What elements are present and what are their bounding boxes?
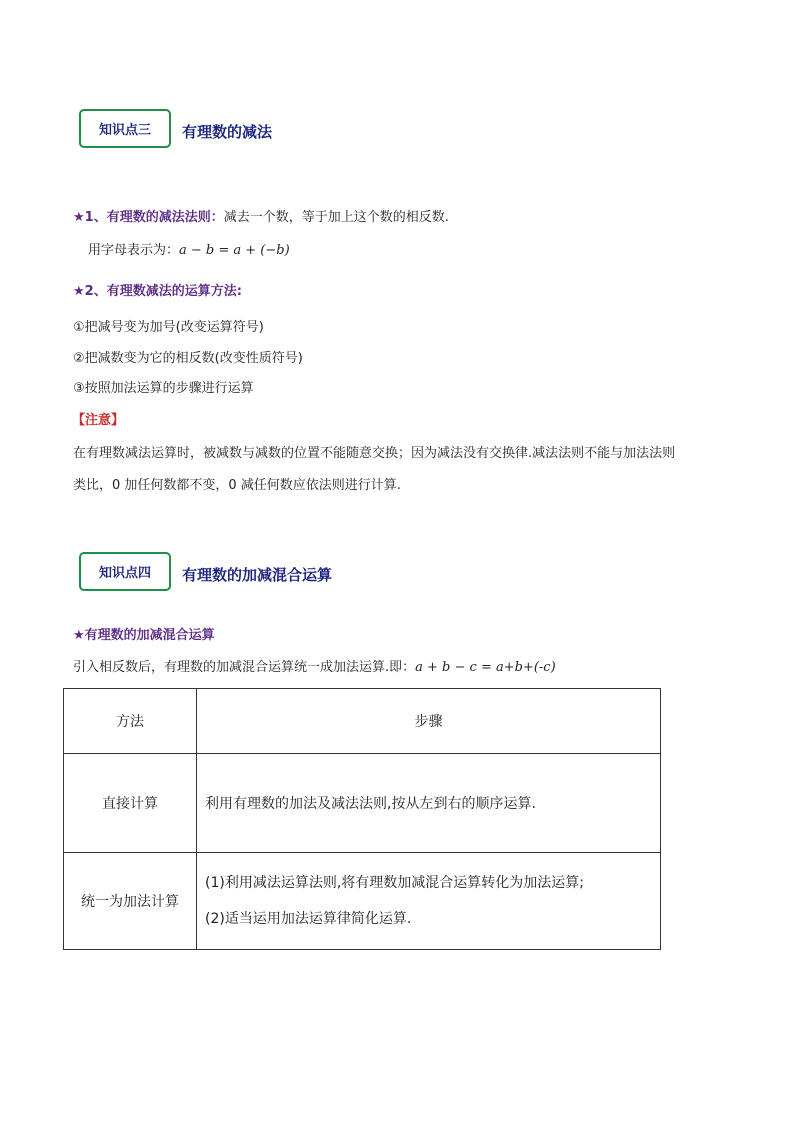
method-step-3: ③按照加法运算的步骤进行运算 [73, 381, 254, 396]
note-line-2: 类比，0 加任何数都不变，0 减任何数应依法则进行计算. [73, 478, 401, 493]
section4-badge: 知识点四 [79, 552, 171, 591]
section4-subtitle: ★有理数的加减混合运算 [73, 628, 215, 643]
section4-title: 有理数的加减混合运算 [182, 566, 333, 584]
table-row [64, 754, 661, 853]
section4-intro-expr: a + b − c = a+b+(-c) [415, 660, 556, 675]
methods-table [63, 688, 661, 950]
rule1-text: 减去一个数，等于加上这个数的相反数. [223, 210, 449, 225]
note-line-1: 在有理数减法运算时，被减数与减数的位置不能随意交换；因为减法没有交换律.减法法则不能与加法法则 [73, 446, 676, 461]
table-row [64, 853, 661, 950]
section3-badge: 知识点三 [79, 109, 171, 148]
header-method: 方法 [64, 689, 197, 754]
formula-line [88, 239, 290, 258]
row2-steps-cell [197, 853, 661, 950]
row2-step-1: (1)利用减法运算法则,将有理数加减混合运算转化为加法运算; [205, 875, 584, 891]
row2-step-2: (2)适当运用加法运算律简化运算. [205, 911, 412, 927]
rule1-line [73, 206, 449, 225]
table-header-row [64, 689, 661, 754]
row2-method: 统一为加法计算 [64, 853, 197, 950]
rule1-label: ★1、有理数的减法法则： [73, 210, 224, 225]
row1-steps: 利用有理数的加法及减法法则,按从左到右的顺序运算. [197, 754, 661, 853]
method-label: ★2、有理数减法的运算方法: [73, 284, 242, 299]
note-label: 【注意】 [72, 413, 125, 428]
section4-intro-line [73, 656, 556, 675]
section3-title: 有理数的减法 [182, 123, 273, 141]
formula-label: 用字母表示为： [88, 243, 180, 258]
row1-method: 直接计算 [64, 754, 197, 853]
section4-intro: 引入相反数后，有理数的加减混合运算统一成加法运算.即： [73, 660, 416, 675]
method-step-1: ①把减号变为加号(改变运算符号) [73, 320, 264, 335]
formula-expr: a − b = a + (−b) [179, 243, 290, 258]
method-step-2: ②把减数变为它的相反数(改变性质符号) [73, 351, 303, 366]
header-steps: 步骤 [197, 689, 661, 754]
